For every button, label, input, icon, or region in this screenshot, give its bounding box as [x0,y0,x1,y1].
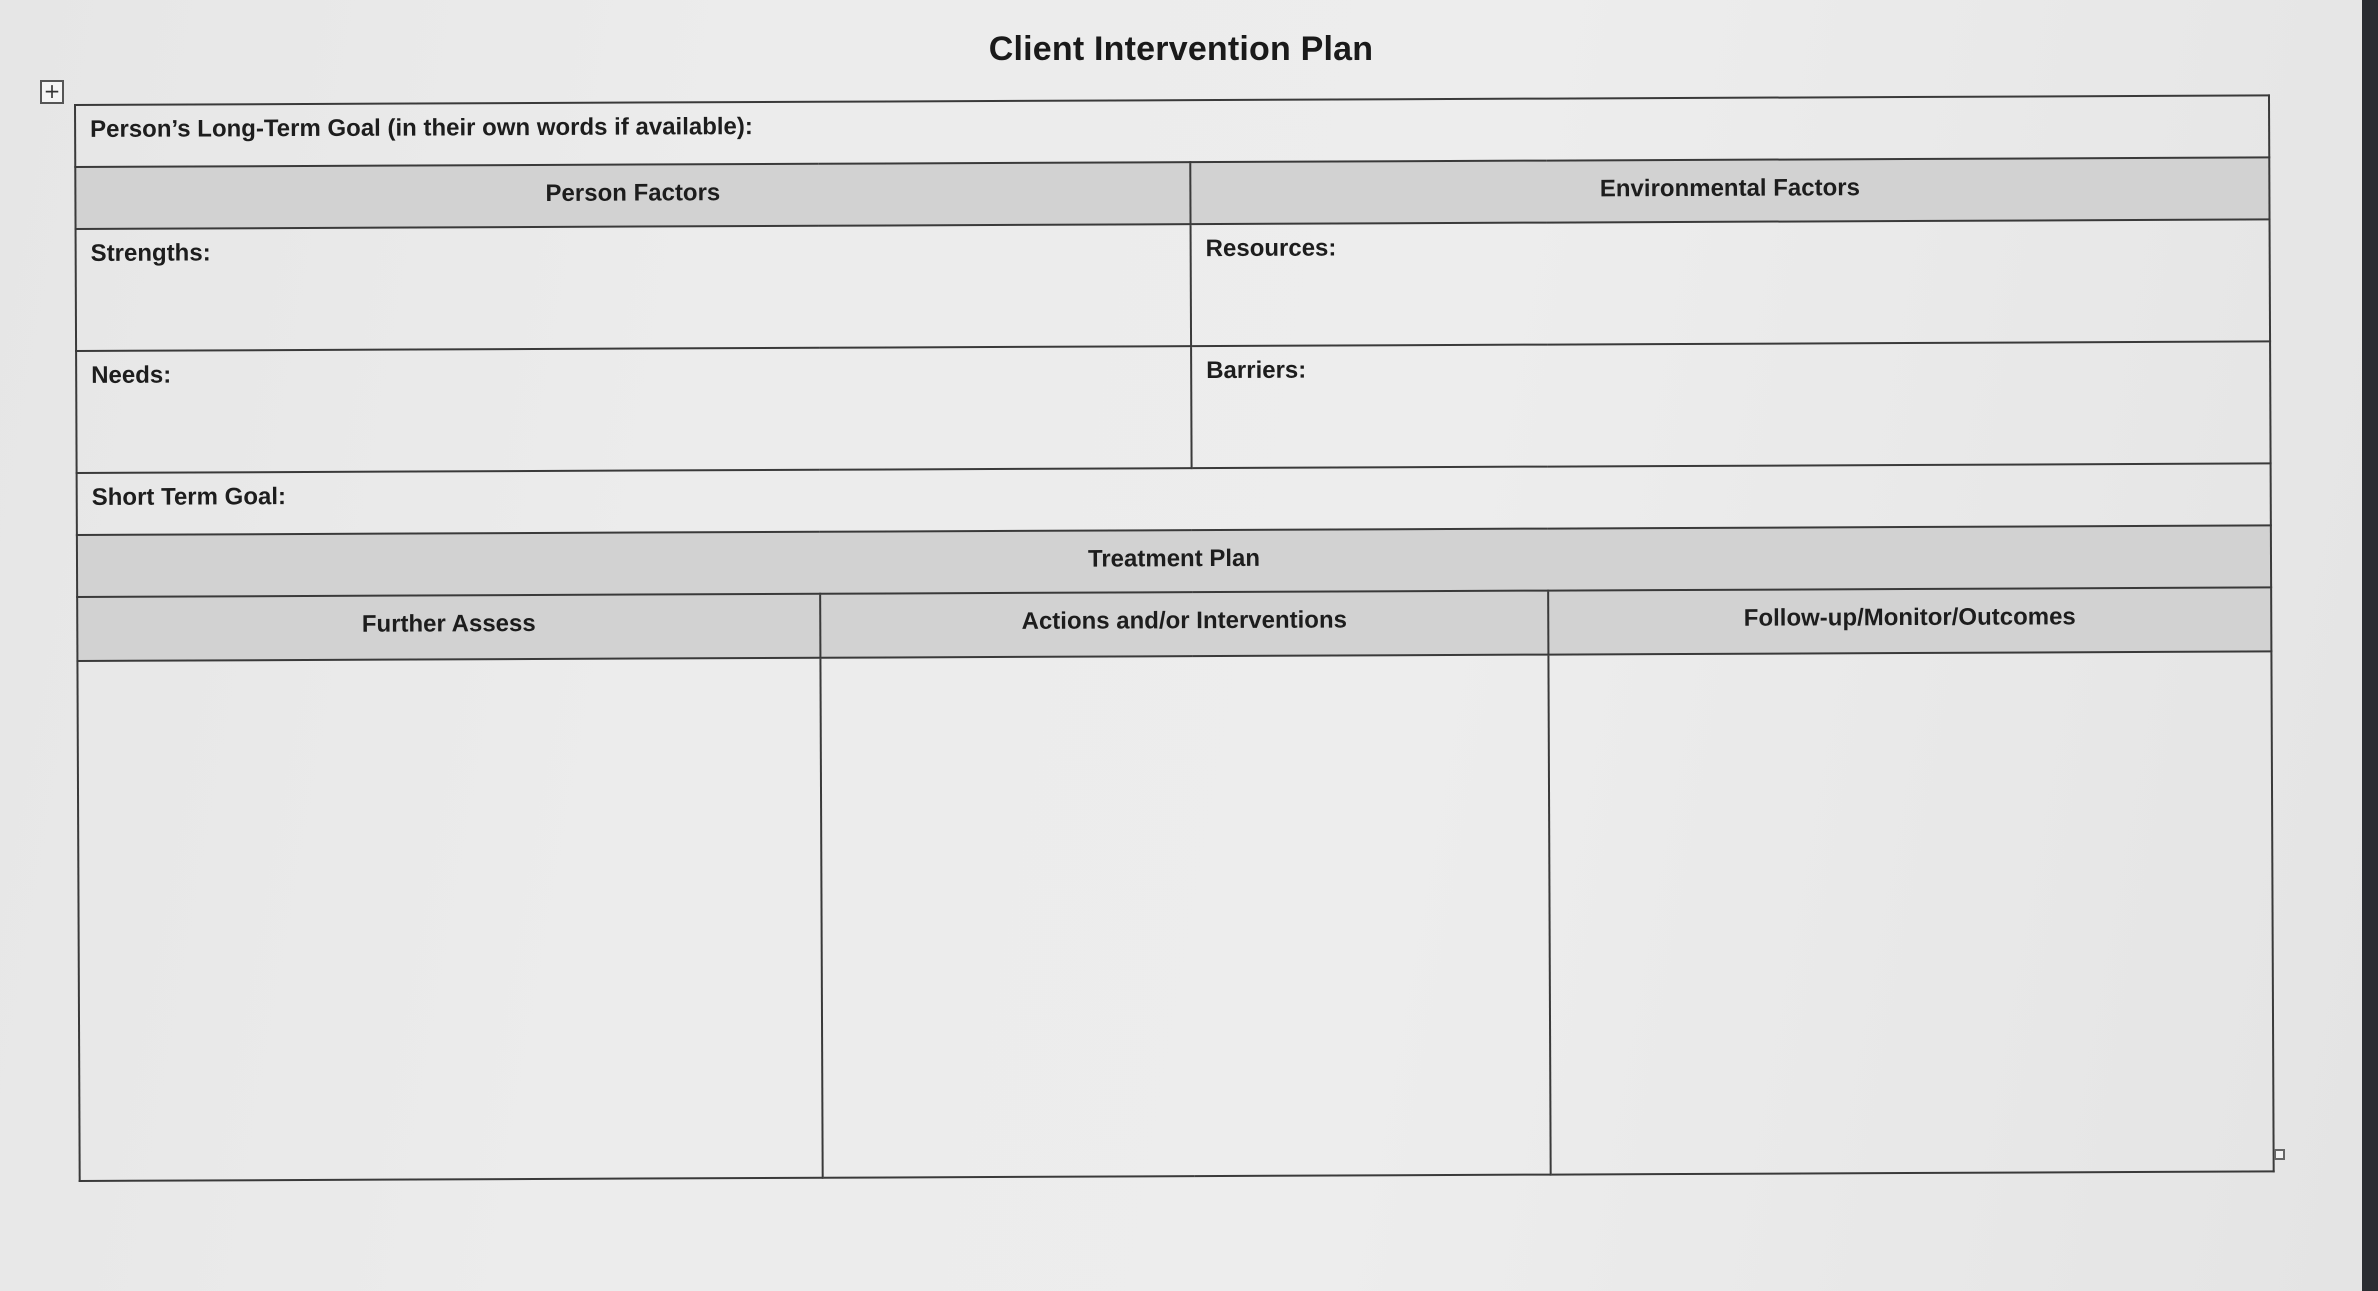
long-term-goal-label: Person’s Long-Term Goal (in their own words if available): [90,113,753,143]
person-factors-header: Person Factors [545,179,721,207]
strengths-cell[interactable] [76,224,1192,351]
follow-up-header: Follow-up/Monitor/Outcomes [1743,603,2076,632]
resources-cell[interactable] [1191,219,2271,346]
table-resize-handle-icon[interactable] [2274,1149,2285,1160]
further-assess-header: Further Assess [361,609,536,638]
short-term-goal-cell[interactable] [77,463,2271,535]
further-assess-header-cell [77,594,820,661]
treatment-plan-header: Treatment Plan [1087,544,1261,573]
long-term-goal-cell[interactable] [75,95,2269,167]
actions-interventions-header-cell [820,591,1548,658]
document-title: Client Intervention Plan [988,30,1374,68]
further-assess-input-cell[interactable] [77,658,822,1181]
follow-up-input-cell[interactable] [1548,651,2273,1174]
table-move-handle-icon[interactable]: + [40,80,64,104]
intervention-plan-table [74,94,2275,1182]
resources-label: Resources: [1205,234,1337,263]
person-factors-header-cell [75,162,1190,229]
needs-cell[interactable] [76,346,1192,473]
short-term-goal-label: Short Term Goal: [91,483,287,511]
barriers-label: Barriers: [1206,356,1307,385]
actions-interventions-header: Actions and/or Interventions [1021,606,1348,635]
needs-label: Needs: [91,361,172,389]
follow-up-header-cell [1548,587,2271,654]
environmental-factors-header: Environmental Factors [1599,174,1860,203]
environmental-factors-header-cell [1190,157,2269,224]
barriers-cell[interactable] [1191,341,2271,468]
treatment-plan-header-cell [77,525,2271,597]
strengths-label: Strengths: [90,239,211,267]
actions-interventions-input-cell[interactable] [820,655,1550,1178]
